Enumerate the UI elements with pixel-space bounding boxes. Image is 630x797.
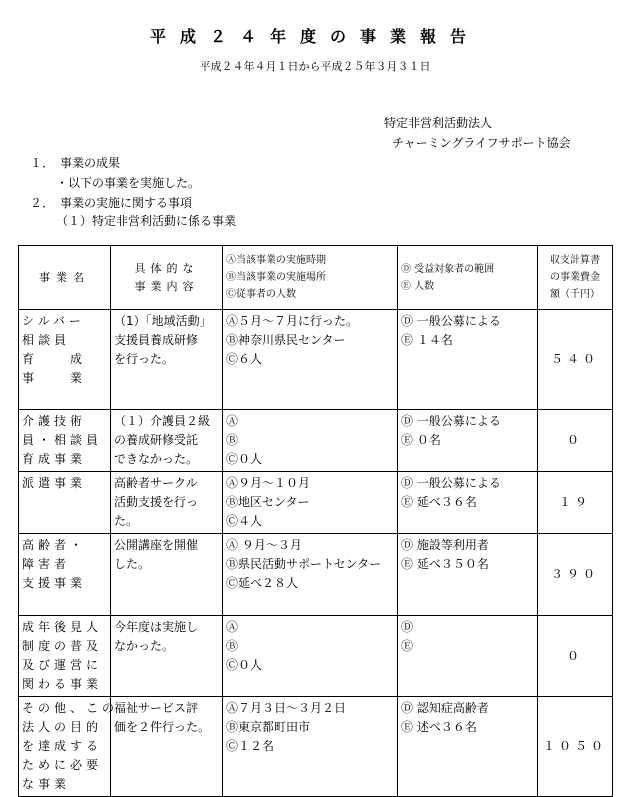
cell-cost bbox=[538, 697, 613, 797]
cell-who bbox=[398, 310, 538, 410]
header-cost-line: の事業費金 bbox=[550, 272, 600, 283]
header-cost-line: 収支計算書 bbox=[550, 255, 600, 266]
header-detail-line: 具体的な bbox=[134, 261, 199, 275]
when-line: Ⓐ５月～７月に行った。 bbox=[226, 314, 359, 328]
who-line: Ⓔ ０名 bbox=[401, 433, 441, 447]
detail-line: の養成研修受託 bbox=[114, 433, 199, 447]
cell-name bbox=[19, 616, 111, 697]
when-line: Ⓐ bbox=[226, 414, 239, 428]
section-2-subheading: （１）特定非営利活動に係る事業 bbox=[56, 214, 237, 228]
when-line: Ⓒ０人 bbox=[226, 452, 263, 466]
cost-line: １０５０ bbox=[542, 739, 607, 753]
name-line: 派遣事業 bbox=[22, 476, 87, 490]
report-period: 平成２４年４月１日から平成２５年３月３１日 bbox=[199, 60, 431, 73]
when-line: Ⓒ４人 bbox=[226, 514, 263, 528]
cell-detail bbox=[111, 616, 223, 697]
cell-when bbox=[223, 697, 398, 797]
who-line: Ⓔ bbox=[401, 639, 414, 653]
detail-line: 高齢者サークル bbox=[114, 476, 198, 490]
name-line: その他、この bbox=[22, 701, 119, 715]
cell-detail bbox=[111, 697, 223, 797]
header-who-line: Ⓔ 人数 bbox=[401, 280, 435, 292]
detail-line: 支援員養成研修 bbox=[114, 333, 199, 347]
when-line: Ⓑ地区センター bbox=[226, 495, 310, 509]
detail-line: （1）「地域活動」 bbox=[114, 314, 212, 328]
when-line: Ⓐ bbox=[226, 620, 239, 634]
detail-line: 福祉サービス評 bbox=[114, 701, 199, 715]
cell-cost bbox=[538, 616, 613, 697]
cost-line: ５４０ bbox=[550, 352, 599, 366]
cell-detail bbox=[111, 472, 223, 534]
name-line: 成年後見人 bbox=[22, 620, 103, 634]
cost-line: ０ bbox=[566, 433, 583, 447]
who-line: Ⓓ 一般公募による bbox=[401, 314, 501, 328]
table-row bbox=[19, 616, 613, 697]
detail-line: なかった。 bbox=[114, 639, 175, 653]
cell-when bbox=[223, 310, 398, 410]
who-line: Ⓓ 認知症高齢者 bbox=[401, 701, 489, 715]
name-line: シルバー bbox=[22, 314, 85, 328]
detail-line: 今年度は実施し bbox=[114, 620, 199, 634]
header-who-line: Ⓓ 受益対象者の範囲 bbox=[401, 263, 495, 275]
when-line: Ⓐ９月～１０月 bbox=[226, 476, 311, 490]
detail-line: 公開講座を開催 bbox=[114, 538, 199, 552]
cell-detail bbox=[111, 310, 223, 410]
who-line: Ⓓ 施設等利用者 bbox=[401, 538, 489, 552]
who-line: Ⓓ 一般公募による bbox=[401, 414, 501, 428]
name-line: 員・相談員 bbox=[22, 433, 103, 447]
detail-line: 活動支援を行っ bbox=[114, 495, 199, 509]
when-line: Ⓑ bbox=[226, 639, 239, 653]
cell-when bbox=[223, 534, 398, 616]
name-line: を達成する bbox=[22, 739, 103, 753]
header-cost bbox=[538, 246, 613, 310]
who-line: Ⓔ 延べ３６名 bbox=[401, 495, 477, 509]
cell-when bbox=[223, 616, 398, 697]
name-line: 育 成 bbox=[22, 352, 87, 366]
name-line: 相談員 bbox=[22, 333, 71, 347]
name-line: 及び運営に bbox=[22, 658, 103, 672]
cell-cost bbox=[538, 472, 613, 534]
cell-when bbox=[223, 472, 398, 534]
table-row bbox=[19, 472, 613, 534]
section-1-heading: １． 事業の成果 bbox=[30, 156, 121, 170]
when-line: Ⓒ延べ２８人 bbox=[226, 576, 299, 590]
detail-line: した。 bbox=[114, 557, 151, 571]
cell-who bbox=[398, 697, 538, 797]
cell-name bbox=[19, 697, 119, 797]
header-when-line: Ⓒ従事者の人数 bbox=[226, 289, 296, 300]
cell-cost bbox=[538, 310, 613, 410]
name-line: 育成事業 bbox=[22, 452, 87, 466]
who-line: Ⓓ 一般公募による bbox=[401, 476, 501, 490]
business-table bbox=[18, 245, 613, 797]
cell-when bbox=[223, 410, 398, 472]
table-row bbox=[19, 310, 613, 410]
when-line: Ⓑ神奈川県民センター bbox=[226, 333, 346, 347]
header-when-where bbox=[223, 246, 398, 310]
cell-name bbox=[19, 410, 111, 472]
cell-who bbox=[398, 472, 538, 534]
report-title: 平成２４年度の事業報告 bbox=[149, 27, 480, 46]
cell-name bbox=[19, 310, 111, 410]
header-detail bbox=[111, 246, 223, 310]
cost-line: ３９０ bbox=[550, 567, 599, 581]
cell-cost bbox=[538, 410, 613, 472]
name-line: 高齢者・ bbox=[22, 538, 87, 552]
when-line: Ⓒ０人 bbox=[226, 658, 263, 672]
name-line: 支援事業 bbox=[22, 576, 87, 590]
when-line: Ⓐ７月３日～３月２日 bbox=[226, 701, 347, 715]
cell-name bbox=[19, 472, 111, 534]
name-line: 制度の普及 bbox=[22, 639, 103, 653]
cell-detail bbox=[111, 410, 223, 472]
name-line: 事 業 bbox=[22, 371, 87, 385]
cell-detail bbox=[111, 534, 223, 616]
when-line: Ⓑ東京都町田市 bbox=[226, 720, 311, 734]
header-beneficiaries bbox=[398, 246, 538, 310]
detail-line: （１）介護員２級 bbox=[114, 414, 211, 428]
org-type: 特定非営利活動法人 bbox=[384, 116, 493, 130]
who-line: Ⓓ bbox=[401, 620, 414, 634]
cost-line: ０ bbox=[566, 648, 583, 663]
table-row bbox=[19, 534, 613, 616]
who-line: Ⓔ １４名 bbox=[401, 333, 453, 347]
who-line: Ⓔ 述べ３６名 bbox=[401, 720, 477, 734]
header-business-name: 事業名 bbox=[19, 246, 111, 310]
cell-cost bbox=[538, 534, 613, 616]
detail-line: を行った。 bbox=[114, 352, 175, 366]
when-line: Ⓒ１２名 bbox=[226, 739, 275, 753]
cell-who bbox=[398, 616, 538, 697]
table-row bbox=[19, 410, 613, 472]
header-detail-line: 事業内容 bbox=[134, 279, 199, 293]
table-header-row bbox=[19, 246, 613, 310]
who-line: Ⓔ 延べ３５０名 bbox=[401, 557, 489, 571]
cost-line: １９ bbox=[558, 495, 591, 509]
org-name: チャーミングライフサポート協会 bbox=[392, 136, 571, 150]
detail-line: た。 bbox=[114, 514, 139, 528]
when-line: Ⓑ県民活動サポートセンター bbox=[226, 557, 382, 571]
when-line: Ⓐ ９月～３月 bbox=[226, 538, 302, 552]
header-when-line: Ⓐ当該事業の実施時期 bbox=[226, 255, 326, 266]
name-line: 障害者 bbox=[22, 557, 71, 571]
section-1-item: ・以下の事業を実施した。 bbox=[56, 176, 201, 190]
table-body bbox=[19, 310, 613, 797]
name-line: な事業 bbox=[22, 777, 71, 791]
section-2-heading: ２． 事業の実施に関する事項 bbox=[30, 196, 193, 210]
detail-line: できなかった。 bbox=[114, 452, 199, 466]
cell-who bbox=[398, 534, 538, 616]
name-line: 関わる事業 bbox=[22, 677, 103, 691]
header-when-line: Ⓑ当該事業の実施場所 bbox=[226, 272, 326, 283]
when-line: Ⓑ bbox=[226, 433, 239, 447]
name-line: 介護技術 bbox=[22, 414, 87, 428]
header-cost-line: 額（千円） bbox=[550, 289, 600, 300]
cell-name bbox=[19, 534, 111, 616]
name-line: 法人の目的 bbox=[22, 720, 103, 734]
cell-who bbox=[398, 410, 538, 472]
detail-line: 価を２件行った。 bbox=[114, 720, 211, 734]
when-line: Ⓒ６人 bbox=[226, 352, 263, 366]
name-line: ために必要 bbox=[22, 758, 103, 772]
table-row bbox=[19, 697, 613, 797]
